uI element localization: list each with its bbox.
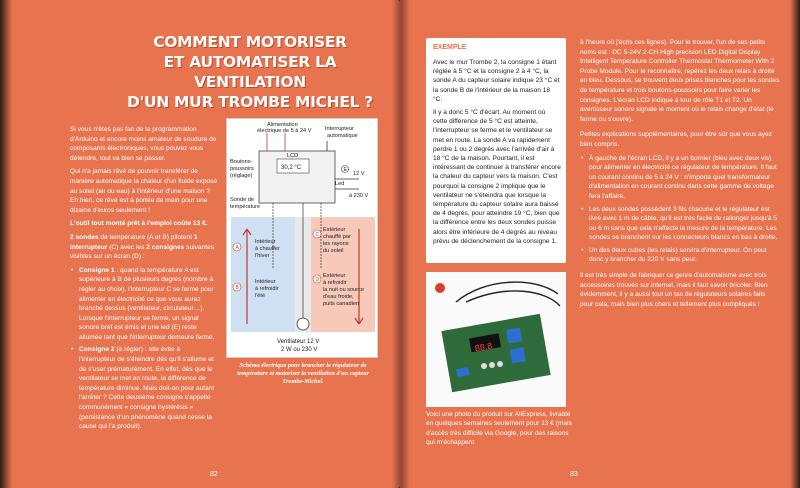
example-label: EXEMPLE (433, 44, 467, 51)
product-photo (426, 272, 566, 407)
page-title (120, 32, 380, 112)
zone-label: à refroidir (323, 280, 347, 286)
paragraph: Qui n'a jamais rêvé de pouvoir transférer de manière automatique la chaleur d'un fluide exposé au soleil (air ou eau) à l'intérieur d'une maison ? Eh bien, ce rêve est à portée de main pour une dizaine d'euros seulement ! (70, 168, 218, 214)
lcd-value: 30,2 °C (281, 165, 302, 171)
zone-label: chauffé par (323, 234, 351, 240)
probe-label: Sonde de (230, 197, 254, 203)
left-column (70, 125, 218, 435)
zone-label: à chauffer (255, 246, 280, 252)
brand-logo (435, 283, 445, 293)
marker-d: D (315, 277, 320, 283)
lcd-label: LCD (287, 153, 299, 159)
zone-label: d'eau froide, (323, 294, 354, 300)
switch-label: automatique (327, 133, 358, 139)
fan-label: Ventilateur 12 V (277, 339, 320, 345)
relay (506, 327, 522, 343)
zone-label: la nuit ou source (323, 287, 365, 293)
paragraph: Avec le mur Trombe 2, la consigne 1 étant réglée à 5 °C et la consigne 2 à 4 °C, la sonde A du capteur solaire indique 23 °C et la sonde B de l'intérieur de la maison 18 °C. (433, 59, 560, 103)
zone-label: du soleil (323, 248, 344, 254)
zone-label: Intérieur (255, 279, 276, 285)
buttons-label: (réglage) (230, 173, 253, 179)
paragraph: Si vous n'êtes pas fan de la programmation d'Arduino et encore moins amateur de soudure de composants électroniques, vous pouvez vous détendre, tout va bien se passer. (70, 126, 217, 162)
zone-label: puits canadien (323, 301, 360, 307)
zone-label: Intérieur (255, 239, 276, 245)
intro-bold: 1 interrupteur (70, 233, 198, 251)
page-edge (0, 0, 12, 488)
page-number: 83 (570, 471, 578, 478)
tips-intro: Petites explications supplémentaires, pour être sûr que vous ayez bien compris. (580, 131, 773, 148)
list-item (70, 266, 218, 343)
intro-bold: 2 sondes (70, 233, 99, 241)
closing-paragraph: Il est très simple de fabriquer ce genre d'automatisme avec trois accessoires trouvés sur internet, mais il faut savoir bricoler. Bien évidemment, il y a aussi tout un tas de régulateurs solaires faits pour cela, mais bien plus chers et tellement plus compliqués ! (580, 272, 768, 308)
bullet-label: Consigne 2 (79, 346, 115, 354)
fan-label: 2 W ou 230 V (281, 347, 318, 353)
paragraph: à l'heure où j'écris ces lignes). Pour le trouver, l'un de ses petits noms est : DC 5-24V 2-CH High precision LED Digital Display Intelligent Temperature Controller Thermostat Thermometer With 2 Probe Module. Pour le reconnaître, repérez les deux relais à droite en bleu. Dessous, se trouvent deux prises blanches pour les sondes de température et trois boutons-poussoirs pour faire varier les consignes. L'écran LCD indique à tour de rôle T1 et T2. Un avertisseur sonore signale le moment où le relais change d'état (le ferme ou s'ouvre). (580, 39, 780, 123)
intro-text: suivantes visibles sur un écran (D) : (70, 243, 215, 261)
power-label: Alimentation (267, 122, 298, 128)
marker-c: C (315, 232, 320, 238)
relay (510, 347, 526, 363)
zone-label: l'été (255, 293, 266, 299)
list-item: • À gauche de l'écran LCD, il y a un bornier (bleu avec deux vis) pour alimenter en électricité ce régulateur de température. Il faut un courant continu de 5 à 24 V : n'importe quel transformateur d'alimentation en courant continu dans cette gamme de voltage fera l'affaire. (580, 154, 780, 202)
led-label: Led (335, 181, 345, 187)
product-illustration (426, 272, 566, 407)
title-line-2: ET AUTOMATISER LA VENTILATION (163, 53, 337, 91)
paragraph-bold: L'outil tout monté prêt à l'emploi coûte 13 €. (70, 220, 208, 228)
voltage-label: 12 V (353, 171, 365, 177)
intro-text: (C) avec les (107, 243, 147, 251)
fan-symbol (297, 318, 309, 330)
buttons-label: Boutons- (230, 159, 253, 165)
power-wire (267, 133, 285, 151)
bullet-label: Consigne 1 (79, 266, 115, 274)
page-number: 82 (210, 471, 218, 478)
voltage-label: à 230 V (349, 193, 369, 199)
list-item (70, 345, 218, 431)
power-label: électrique de 5 à 24 V (257, 128, 312, 134)
example-text (433, 58, 561, 250)
push-button (489, 362, 495, 368)
zone-label: l'hiver (255, 253, 270, 259)
push-button (497, 361, 503, 367)
zone-label: Extérieur (323, 273, 346, 279)
intro-bold: 2 consignes (146, 243, 185, 251)
switch-label: Interrupteur (325, 126, 354, 132)
list-item: • Les deux sondes possèdent 3 fils chacune et le régulateur est livré avec 1 m de câble, qu'il est très facile de rallonger jusqu'à 5 ou 6 m sans que cela n'affecte la mesure de la température. Les sondes se branchent sur les connecteurs blancs en bas à droite. (580, 205, 780, 243)
photo-caption: Voici une photo du produit sur AliExpress, livrable en quelques semaines seulement pour 13 € (mais d'accès très difficile via Google, pour des raisons qui m'échappent (426, 411, 572, 447)
zone-label: les rayons (323, 241, 349, 247)
page-edge (790, 0, 800, 488)
zone-interior (231, 217, 295, 332)
diagram-svg (227, 119, 379, 359)
probe-label: température (230, 204, 261, 210)
bullet-text: : quand la température A est supérieure à B de plusieurs degrés (nombre à régler au choix), l'interrupteur C se ferme pour alimenter en électricité ce que vous aurez branché dessus (ventilateur, circulateur…). Lorsque l'interrupteur se ferme, un signal sonore bref est émis et une led (E) reste allumée tant que l'interrupteur demeure fermé. (79, 266, 215, 341)
marker-b: B (235, 285, 239, 291)
wiring-diagram (226, 118, 378, 358)
intro-text: de température (A et B) pilotent (98, 233, 194, 241)
title-line-1: COMMENT MOTORISER (153, 33, 347, 51)
tips-list (580, 154, 780, 266)
marker-e: E (343, 167, 347, 173)
buttons-label: poussoirs (230, 166, 254, 172)
title-line-3: D'UN MUR TROMBE MICHEL ? (126, 93, 373, 111)
push-button (481, 363, 487, 369)
paragraph: Il y a donc 5 °C d'écart. Au moment où cette différence de 5 °C est atteinte, l'interrupteur se ferme et le ventilateur se met en route. La sonde A va rapidement perdre 1 ou 2 degrés avec l'arrivée d'air à 18 °C de la maison. Pourtant, il est intéressant de continuer à transférer encore la chaleur du capteur vers la maison. C'est pourquoi la consigne 2 implique que le ventilateur ne s'éteindra que lorsque la température du capteur solaire aura baissé de 4 degrés, pour atteindre 19 °C, bien que la différence entre les deux sondes puisse alors être inférieure de 4 degrés au niveau prévu de déclenchement de la consigne 1. (433, 109, 561, 245)
diagram-caption: Schéma électrique pour brancher le régulateur de température et motoriser la ventilation d'un capteur Trombe-Michel. (236, 362, 369, 385)
intro-paragraph (70, 233, 218, 262)
consignes-list (70, 266, 218, 432)
display-digits: 88.8 (474, 340, 494, 354)
list-item: • Un des deux cubes (les relais) servira d'interrupteur. On peut donc y brancher du 220 V sans peur. (580, 246, 780, 265)
right-column (580, 38, 780, 313)
zone-label: Extérieur (323, 227, 346, 233)
marker-a: A (235, 245, 239, 251)
bullet-text: (à régler) : elle évite à l'interrupteur de s'éteindre dès qu'il s'allume et de s'user prématurément. En effet, dès que le ventilateur se met en route, la différence de température diminue. Mais doit-on pour autant l'arrêter ? Cette deuxième consigne s'appelle communément « consigne hystérésis » (persistance d'un phénomène quand cesse la cause qui l'a produit). (79, 346, 215, 431)
book-gutter (392, 0, 410, 488)
zone-label: à refroidir (255, 286, 279, 292)
